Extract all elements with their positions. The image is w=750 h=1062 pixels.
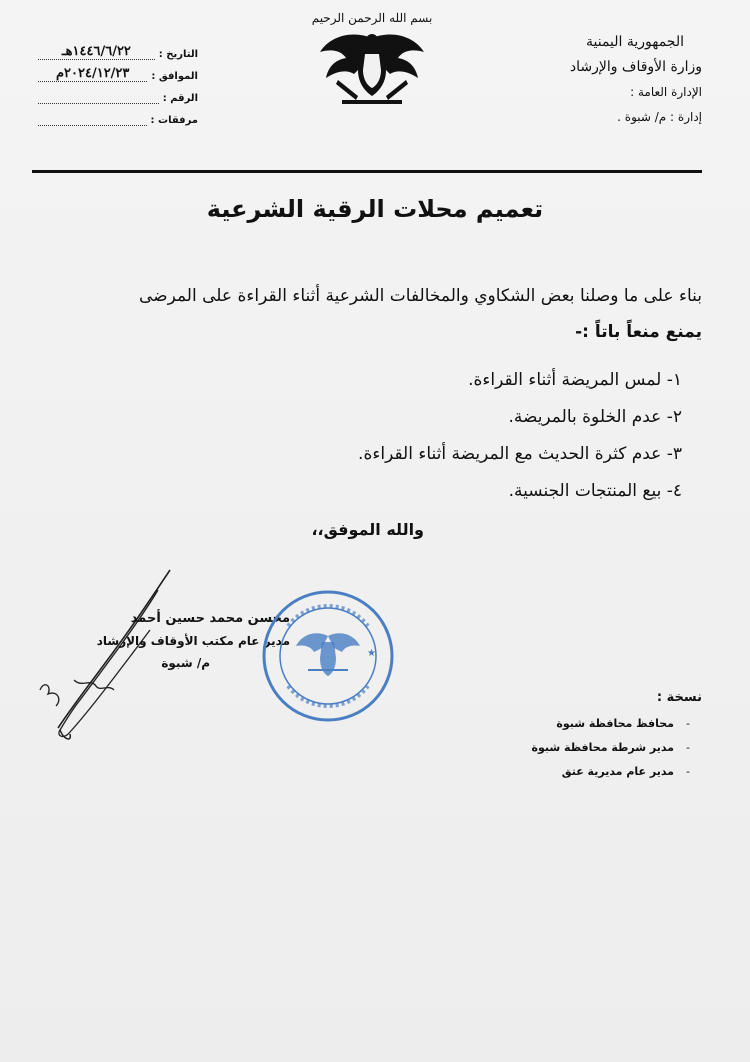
signatory-location: م/ شبوة [161,656,210,670]
number-row [38,82,198,104]
list-item: ٣- عدم كثرة الحديث مع المريضة أثناء القراءة. [358,444,682,464]
document-title: تعميم محلات الرقية الشرعية [206,195,544,223]
copies-block [482,686,702,784]
date-label: التاريخ : [158,49,198,60]
ministry-name: وزارة الأوقاف والإرشاد [569,59,702,75]
closing-phrase: والله الموفق،، [311,520,424,539]
signature-block [40,608,290,674]
copies-heading: نسخة : [656,690,702,705]
number-label: الرقم : [162,93,198,104]
prohibitions-list [358,362,682,510]
date-row [38,38,198,60]
signatory-position: مدير عام مكتب الأوقاف والإرشاد [96,634,290,648]
body-paragraph [32,278,702,350]
date-value: ١٤٤٦/٦/٢٢هـ [38,45,155,60]
corresponding-date-row [38,60,198,82]
paragraph-line-2: يمنع منعاً باتاً :- [575,322,702,342]
copy-recipient: مدير شرطة محافظة شبوة [531,741,674,754]
signatory-name: محسن محمد حسين أحمد [130,611,290,626]
list-item: -مدير عام مديرية عتق [561,765,690,778]
copy-recipient: مدير عام مديرية عتق [561,765,674,778]
svg-text:★: ★ [367,648,376,659]
paragraph-line-1: بناء على ما وصلنا بعض الشكاوي والمخالفات الشرعية أثناء القراءة على المرضى [138,286,702,306]
list-item: -مدير شرطة محافظة شبوة [531,741,690,754]
attachments-row [38,104,198,126]
letterhead-right [482,30,702,130]
general-department-label: الإدارة العامة : [630,85,702,99]
header-divider [32,170,702,173]
department-label: إدارة : م/ شبوة . [617,110,702,124]
attachments-label: مرفقات : [150,115,198,126]
country-name: الجمهورية اليمنية [585,34,684,50]
attachments-value [38,125,147,126]
corresponding-label: الموافق : [151,71,198,82]
copy-recipient: محافظ محافظة شبوة [556,717,674,730]
list-item: ٢- عدم الخلوة بالمريضة. [508,407,682,427]
list-item: ٤- بيع المنتجات الجنسية. [508,481,682,501]
official-stamp-icon [258,586,398,726]
number-value [38,103,159,104]
letterhead-left [38,38,198,126]
list-item: ١- لمس المريضة أثناء القراءة. [468,370,682,390]
list-item: -محافظ محافظة شبوة [556,717,690,730]
basmala-caption: بسم الله الرحمن الرحيم [312,11,432,25]
corresponding-value: ٢٠٢٤/١٢/٢٣م [38,67,147,82]
yemen-emblem-icon [312,8,432,108]
